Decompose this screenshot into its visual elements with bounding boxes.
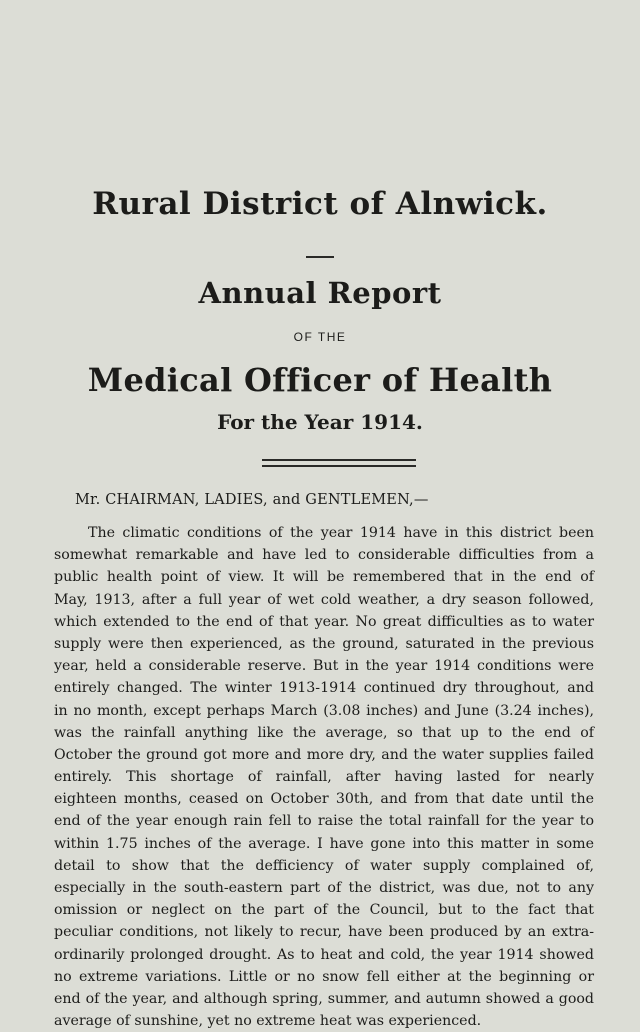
- body-line: which extended to the end of that year. No great difficulties as to water: [54, 613, 594, 630]
- body-line: peculiar conditions, not likely to recur, have been produced by an extra-: [54, 924, 594, 941]
- body-line: in no month, except perhaps March (3.08 inches) and June (3.24 inches),: [54, 702, 594, 719]
- body-line: no extreme variations. Little or no snow fell either at the beginning or: [54, 968, 594, 985]
- report-heading: Annual Report: [198, 276, 442, 310]
- short-rule: [306, 256, 334, 258]
- body-line: entirely. This shortage of rainfall, after having lasted for nearly: [54, 769, 594, 786]
- double-rule-divider: [262, 459, 416, 467]
- body-line: supply were then experienced, as the ground, saturated in the previous: [54, 635, 594, 652]
- body-line: average of sunshine, yet no extreme heat was experienced.: [54, 1013, 482, 1030]
- body-line: entirely changed. The winter 1913-1914 continued dry throughout, and: [54, 680, 594, 697]
- body-line: The climatic conditions of the year 1914 have in this district been: [88, 525, 594, 541]
- body-line: omission or neglect on the part of the Council, but to the fact that: [54, 902, 594, 919]
- body-paragraph: [54, 522, 594, 1032]
- body-line: May, 1913, after a full year of wet cold weather, a dry season followed,: [54, 591, 594, 608]
- officer-heading: Medical Officer of Health: [87, 361, 553, 399]
- body-line: ordinarily prolonged drought. As to heat and cold, the year 1914 showed: [54, 946, 594, 963]
- body-line: somewhat remarkable and have led to considerable difficulties from a: [54, 547, 594, 564]
- salutation: Mr. CHAIRMAN, LADIES, and GENTLEMEN,—: [75, 492, 429, 508]
- body-line: especially in the south-eastern part of the district, was due, not to any: [54, 880, 594, 896]
- body-line: end of the year, and although spring, summer, and autumn showed a good: [54, 990, 594, 1007]
- body-line: eighteen months, ceased on October 30th, and from that date until the: [54, 791, 594, 808]
- body-line: detail to show that the defficiency of water supply complained of,: [54, 857, 594, 874]
- of-the-label: OF THE: [293, 330, 347, 344]
- body-line: end of the year enough rain fell to raise the total rainfall for the year to: [54, 813, 594, 830]
- body-line: year, held a considerable reserve. But in the year 1914 conditions were: [54, 658, 594, 675]
- body-line: October the ground got more and more dry, and the water supplies failed: [54, 746, 594, 763]
- year-heading: For the Year 1914.: [217, 410, 423, 434]
- body-line: was the rainfall anything like the average, so that up to the end of: [54, 724, 594, 741]
- body-line: public health point of view. It will be remembered that in the end of: [54, 569, 594, 586]
- body-line: within 1.75 inches of the average. I have gone into this matter in some: [54, 835, 594, 852]
- district-heading: Rural District of Alnwick.: [92, 186, 548, 222]
